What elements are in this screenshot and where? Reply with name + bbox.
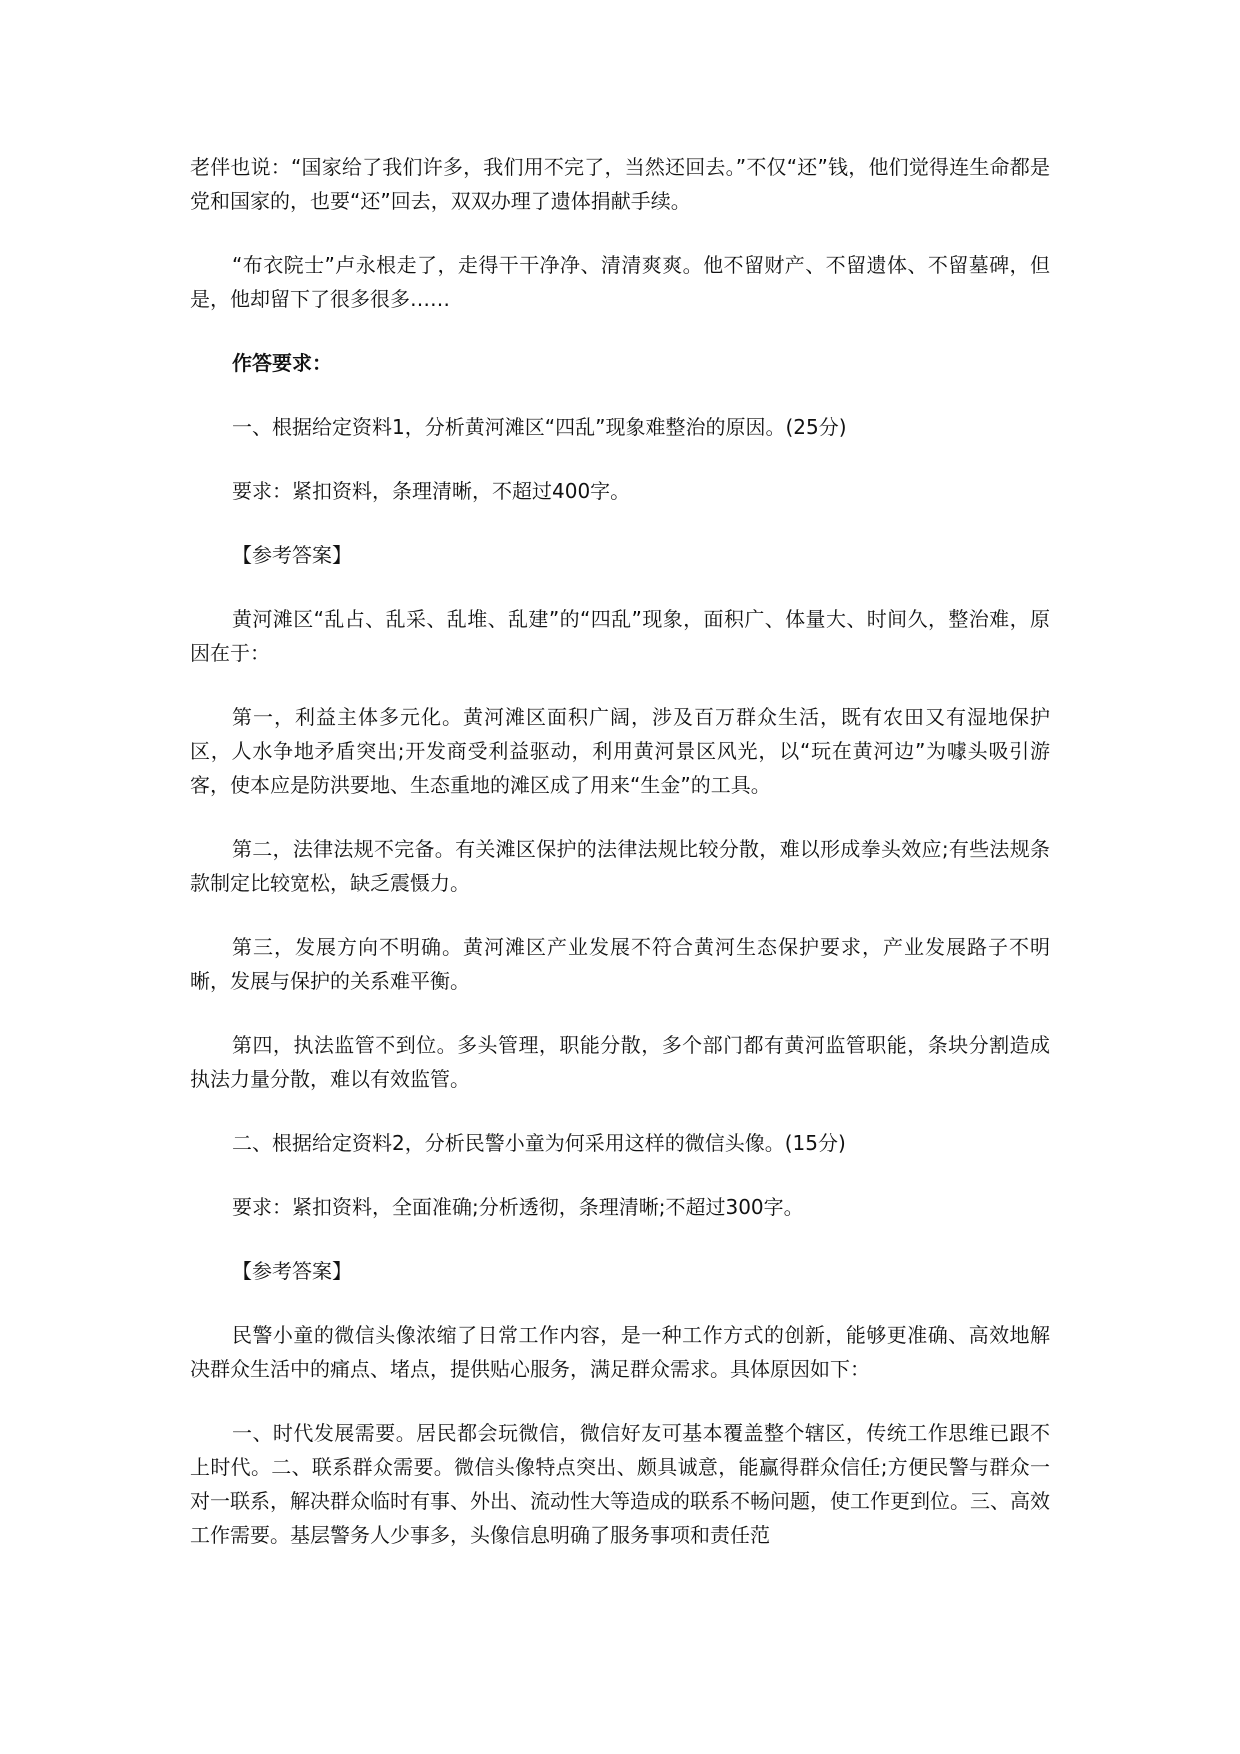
document-page [190,150,1050,1552]
answer-1-point-3: 第三，发展方向不明确。黄河滩区产业发展不符合黄河生态保护要求，产业发展路子不明晰，发展与保护的关系难平衡。 [190,935,1050,993]
question-1: 一、根据给定资料1，分析黄河滩区“四乱”现象难整治的原因。(25分) [232,415,847,439]
answer-1-point-1: 第一，利益主体多元化。黄河滩区面积广阔，涉及百万群众生活，既有农田又有湿地保护区，人水争地矛盾突出;开发商受利益驱动，利用黄河景区风光，以“玩在黄河边”为噱头吸引游客，使本应是防洪要地、生态重地的滩区成了用来“生金”的工具。 [190,705,1050,797]
answer-1-point-4: 第四，执法监管不到位。多头管理，职能分散，多个部门都有黄河监管职能，条块分割造成执法力量分散，难以有效监管。 [190,1033,1050,1091]
paragraph-continuation: 老伴也说：“国家给了我们许多，我们用不完了，当然还回去。”不仅“还”钱，他们觉得连生命都是党和国家的，也要“还”回去，双双办理了遗体捐献手续。 [190,155,1050,213]
answer-requirements-heading: 作答要求： [232,351,332,375]
question-2-requirements: 要求：紧扣资料，全面准确;分析透彻，条理清晰;不超过300字。 [232,1195,804,1219]
answer-1-point-2: 第二，法律法规不完备。有关滩区保护的法律法规比较分散，难以形成拳头效应;有些法规条款制定比较宽松，缺乏震慑力。 [190,837,1050,895]
reference-answer-label-2: 【参考答案】 [232,1259,352,1283]
answer-1-intro: 黄河滩区“乱占、乱采、乱堆、乱建”的“四乱”现象，面积广、体量大、时间久，整治难，原因在于： [190,607,1050,665]
paragraph-conclusion: “布衣院士”卢永根走了，走得干干净净、清清爽爽。他不留财产、不留遗体、不留墓碑，但是，他却留下了很多很多…… [190,253,1050,311]
question-1-requirements: 要求：紧扣资料，条理清晰，不超过400字。 [232,479,631,503]
reference-answer-label-1: 【参考答案】 [232,543,352,567]
answer-2-intro: 民警小童的微信头像浓缩了日常工作内容，是一种工作方式的创新，能够更准确、高效地解决群众生活中的痛点、堵点，提供贴心服务，满足群众需求。具体原因如下： [190,1323,1050,1381]
question-2: 二、根据给定资料2，分析民警小童为何采用这样的微信头像。(15分) [232,1131,846,1155]
answer-2-points: 一、时代发展需要。居民都会玩微信，微信好友可基本覆盖整个辖区，传统工作思维已跟不上时代。二、联系群众需要。微信头像特点突出、颇具诚意，能赢得群众信任;方便民警与群众一对一联系，解决群众临时有事、外出、流动性大等造成的联系不畅问题，使工作更到位。三、高效工作需要。基层警务人少事多，头像信息明确了服务事项和责任范 [190,1421,1050,1547]
